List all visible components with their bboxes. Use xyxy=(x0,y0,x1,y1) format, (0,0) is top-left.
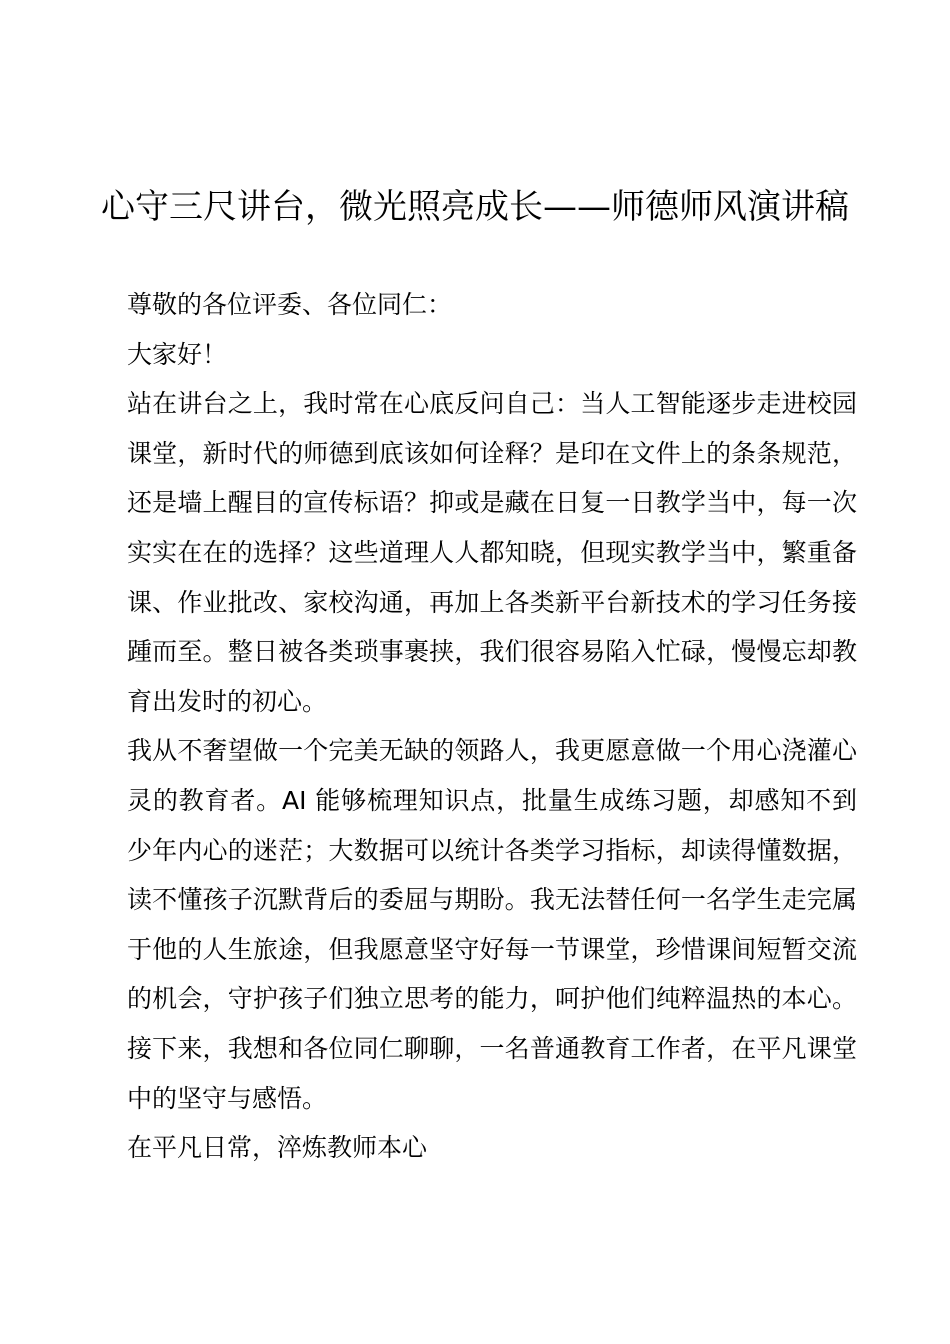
paragraph-1: 站在讲台之上，我时常在心底反问自己：当人工智能逐步走进校园课堂，新时代的师德到底该如何诠释？是印在文件上的条条规范，还是墙上醒目的宣传标语？抑或是藏在日复一日教学当中，每一次实实在在的选择？这些道理人人都知晓，但现实教学当中，繁重备课、作业批改、家校沟通，再加上各类新平台新技术的学习任务接踵而至。整日被各类琐事裹挟，我们很容易陷入忙碌，慢慢忘却教育出发时的初心。 xyxy=(127,389,857,716)
greeting: 大家好！ xyxy=(127,339,228,369)
document-title: 心守三尺讲台，微光照亮成长——师德师风演讲稿 xyxy=(101,187,849,227)
document-body xyxy=(127,280,857,1173)
salutation: 尊敬的各位评委、各位同仁： xyxy=(127,290,453,319)
section-heading: 在平凡日常，淬炼教师本心 xyxy=(127,1133,428,1163)
paragraph-2: 我从不奢望做一个完美无缺的领路人，我更愿意做一个用心浇灌心灵的教育者。AI 能够梳理知识点，批量生成练习题，却感知不到少年内心的迷茫；大数据可以统计各类学习指标，却读得懂数据，读不懂孩子沉默背后的委屈与期盼。我无法替任何一名学生走完属于他的人生旅途，但我愿意坚守好每一节课堂，珍惜课间短暂交流的机会，守护孩子们独立思考的能力，呵护他们纯粹温热的本心。接下来，我想和各位同仁聊聊，一名普通教育工作者，在平凡课堂中的坚守与感悟。 xyxy=(127,736,857,1113)
